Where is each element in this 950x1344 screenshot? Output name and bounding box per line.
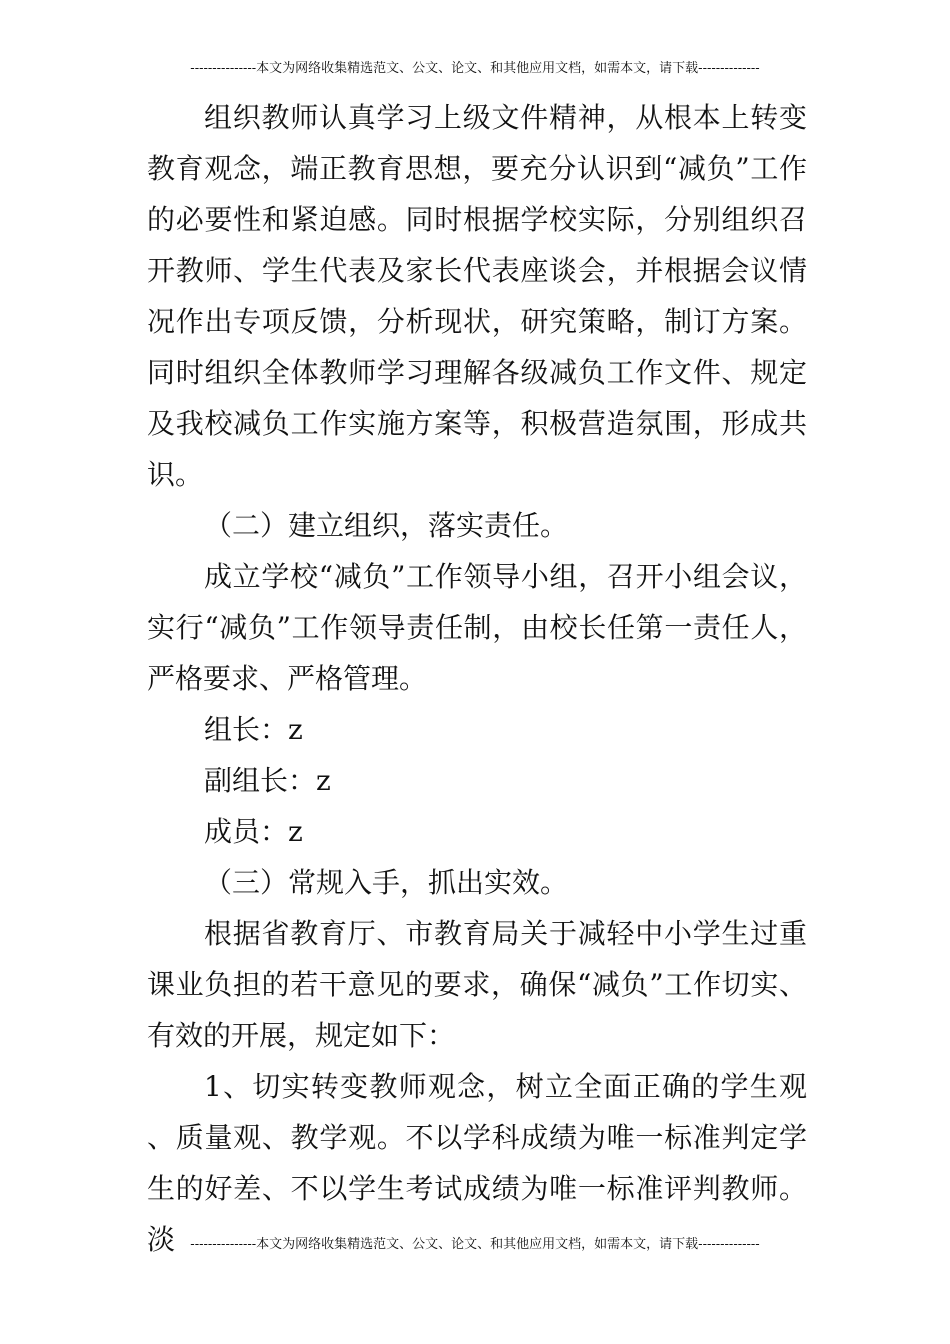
document-body [147,92,807,1265]
section-heading-routine: （三）常规入手，抓出实效。 [204,866,569,899]
header-banner: ---------------本文为网络收集精选范文、公文、论文、和其他应用文档，如需本文，请下载-------------- [190,61,760,76]
section-heading-organization: （二）建立组织，落实责任。 [204,509,569,542]
group-leader-line: 组长：z [204,713,303,746]
paragraph-regulations-intro: 根据省教育厅、市教育局关于减轻中小学生过重课业负担的若干意见的要求，确保“减负”工作切实、有效的开展，规定如下： [147,917,807,1052]
members-line: 成员：z [204,815,303,848]
paragraph-study-documents: 组织教师认真学习上级文件精神，从根本上转变教育观念，端正教育思想，要充分认识到“减负”工作的必要性和紧迫感。同时根据学校实际，分别组织召开教师、学生代表及家长代表座谈会，并根据会议情况作出专项反馈，分析现状，研究策略，制订方案。同时组织全体教师学习理解各级减负工作文件、规定及我校减负工作实施方案等，积极营造氛围，形成共识。 [147,101,807,491]
footer-banner: ---------------本文为网络收集精选范文、公文、论文、和其他应用文档，如需本文，请下载-------------- [190,1237,760,1252]
paragraph-item-1: 1、切实转变教师观念，树立全面正确的学生观、质量观、教学观。不以学科成绩为唯一标准判定学生的好差、不以学生考试成绩为唯一标准评判教师。淡 [147,1070,807,1256]
paragraph-leading-group: 成立学校“减负”工作领导小组，召开小组会议，实行“减负”工作领导责任制，由校长任第一责任人，严格要求、严格管理。 [147,560,807,695]
deputy-leader-line: 副组长：z [204,764,331,797]
